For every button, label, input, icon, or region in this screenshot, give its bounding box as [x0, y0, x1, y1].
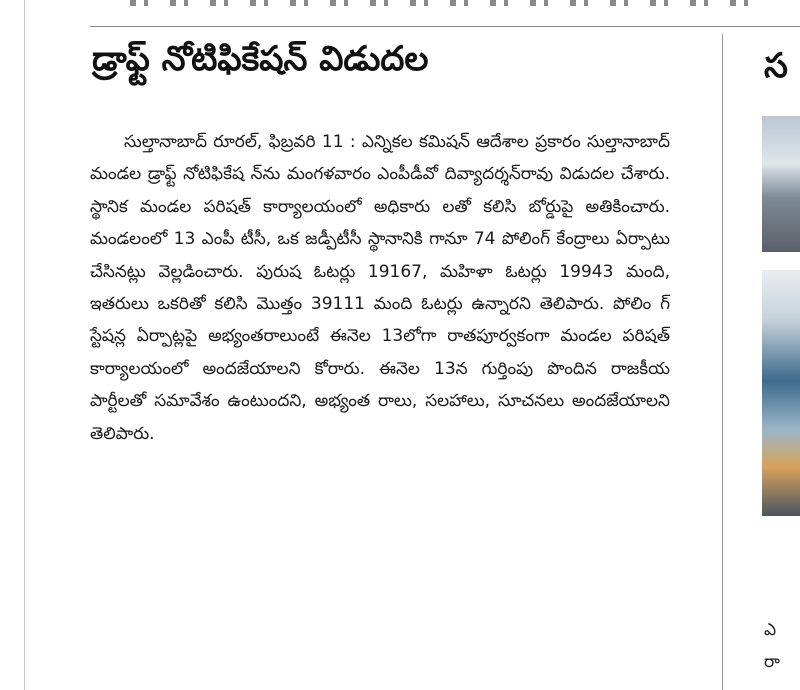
adjacent-article-photo	[762, 116, 800, 252]
left-margin-rule	[24, 0, 25, 690]
adjacent-article-headline: స	[764, 46, 788, 86]
adjacent-article-column	[760, 34, 800, 690]
column-divider-rule	[722, 34, 723, 690]
news-article	[90, 34, 710, 444]
article-body-paragraph: సుల్తానాబాద్ రూరల్, ఫిబ్రవరి 11 : ఎన్నికల కమిషన్ ఆదేశాల ప్రకారం సుల్తానాబాద్ మండల డ్రాఫ్ట్ నోటిఫికేష న్‌ను మంగళవారం ఎంపీడీవో దివ్యాదర్శన్‌రావు విడుదల చేశారు. స్థానిక మండల పరిషత్ కార్యాలయంలో అధికారు లతో కలిసి బోర్డుపై అతికించారు. మండలంలో 13 ఎంపీ టీసీ, ఒక జడ్పీటీసీ స్థానానికి గానూ 74 పోలింగ్ కేంద్రాలు ఏర్పాటు చేసినట్లు వెల్లడించారు. పురుష ఓటర్లు 19167, మహిళా ఓటర్లు 19943 మంది, ఇతరులు ఒకరితో కలిసి మొత్తం 39111 మంది ఓటర్లు ఉన్నారని తెలిపారు. పోలిం గ్ స్టేషన్ల ఏర్పాట్లపై అభ్యంతరాలుంటే ఈనెల 13లోగా రాతపూర్వకంగా మండల పరిషత్ కార్యాలయంలో అందజేయాలని కోరారు. ఈనెల 13న గుర్తింపు పొందిన రాజకీయ పార్టీలతో సమావేశం ఉంటుందని, అభ్యంత రాలు, సలహాలు, సూచనలు అందజేయాలని తెలిపారు.	[90, 132, 670, 444]
article-headline: డ్రాఫ్ట్ నోటిఫికేషన్ విడుదల	[92, 39, 429, 79]
adjacent-article-text	[764, 614, 780, 678]
adjacent-article-text-line-1: ఎ	[764, 620, 777, 640]
previous-article-text-fragment	[90, 0, 800, 10]
adjacent-article-text-line-2: రా	[764, 652, 780, 672]
cropped-text-glyphs	[130, 0, 770, 6]
top-divider-rule	[90, 26, 800, 27]
adjacent-article-photo-2	[762, 270, 800, 516]
article-body	[90, 126, 670, 450]
